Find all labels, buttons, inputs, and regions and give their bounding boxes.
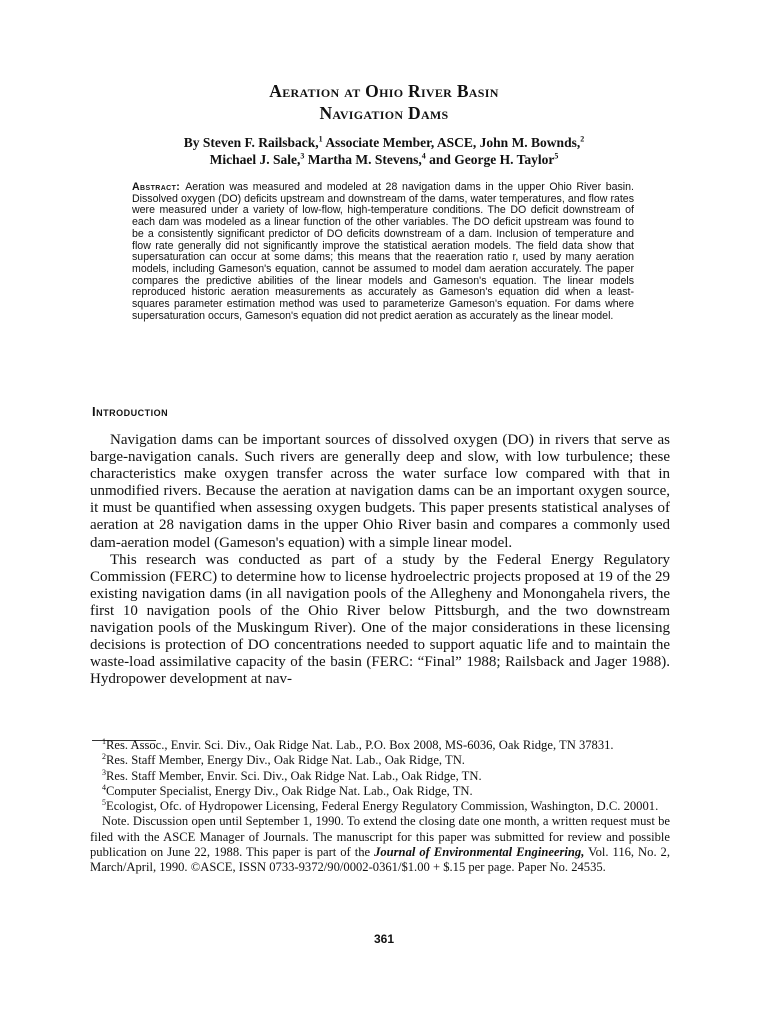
body-text (90, 432, 670, 688)
author-sup-2: 2 (580, 134, 585, 144)
footnote-3-mark: 3 (102, 767, 106, 777)
paper-title (0, 80, 768, 124)
body-paragraph-1: Navigation dams can be important sources of dissolved oxygen (DO) in rivers that serve as barge-navigation canals. Such rivers are generally deep and slow, with low turbulence; these characteristics make oxygen transfer across the water surface low compared with that in unmodified rivers. Because the aeration at navigation dams can be an important oxygen source, it must be quantified when assessing oxygen budgets. This paper presents statistical analyses of aeration at 28 navigation dams in the upper Ohio River basin and compares a commonly used dam-aeration model (Gameson's equation) with a simple linear model. (90, 432, 670, 551)
author-sup-3: 3 (300, 151, 305, 161)
footnote-1 (90, 738, 670, 753)
author-railsback: Steven F. Railsback, (202, 135, 319, 150)
author-line-2 (0, 151, 768, 168)
author-sale: Michael J. Sale, (209, 152, 301, 167)
footnote-1-text: Res. Assoc., Envir. Sci. Div., Oak Ridge Nat. Lab., P.O. Box 2008, MS-6036, Oak Ridge, TN 37831. (106, 738, 614, 752)
footnote-4 (90, 784, 670, 799)
footnote-1-mark: 1 (102, 736, 106, 746)
footnote-4-mark: 4 (102, 782, 106, 792)
author-taylor: and George H. Taylor (429, 152, 555, 167)
body-paragraph-2: This research was conducted as part of a study by the Federal Energy Regulatory Commission (FERC) to determine how to license hydroelectric projects proposed at 19 of the 29 existing navigation dams (in all navigation pools of the Allegheny and Monongahela rivers, the first 10 navigation pools of the Ohio River below Pittsburgh, and the two downstream navigation pools of the Muskingum River). One of the major considerations in these licensing decisions is protection of DO concentrations needed to support aquatic life and to maintain the waste-load assimilative capacity of the basin (FERC: “Final” 1988; Railsback and Jager 1988). Hydropower development at nav- (90, 551, 670, 688)
abstract-text: Aeration was measured and modeled at 28 navigation dams in the upper Ohio River basin. Dissolved oxygen (DO) deficits upstream and downstream of the dams, water temperatures, and flow rates were measured under a variety of low-flow, high-temperature conditions. The DO deficit downstream of each dam was modeled as a linear function of the other variables. The DO deficit upstream was found to be a consistently significant predictor of DO deficits downstream of a dam. Inclusion of temperature and flow rate generally did not significantly improve the statistical aeration models. The field data show that supersaturation can occur at some dams; this means that the reaeration ratio r, used by many aeration models, including Gameson's equation, cannot be assumed to model dam aeration accurately. The paper compares the predictive abilities of the linear models and Gameson's equation. The linear models reproduced historic aeration measurements as accurately as Gameson's equation did when a least-squares parameter estimation method was used to parameterize Gameson's equation. For dams where supersaturation occurs, Gameson's equation did not predict aeration as accurately as the linear model. (132, 181, 634, 322)
author-bownds: Associate Member, ASCE, John M. Bownds, (325, 135, 581, 150)
footnote-5 (90, 799, 670, 814)
editorial-note-text: Note. Discussion open until September 1, 1990. To extend the closing date one month, a written request must be filed with the ASCE Manager of Journals. The manuscript for this paper was submitted for review and possible publication on June 22, 1988. This paper is part of the (90, 814, 670, 860)
journal-name: Journal of Environmental Engineering, (374, 845, 585, 860)
author-stevens: Martha M. Stevens, (307, 152, 422, 167)
abstract (132, 182, 634, 322)
author-sup-1: 1 (318, 134, 323, 144)
footnote-2 (90, 753, 670, 768)
footnote-3 (90, 769, 670, 784)
footnotes (90, 738, 670, 876)
section-heading: Introduction (92, 404, 169, 419)
footnote-3-text: Res. Staff Member, Envir. Sci. Div., Oak Ridge Nat. Lab., Oak Ridge, TN. (106, 768, 482, 783)
author-sup-5: 5 (554, 151, 559, 161)
author-sup-4: 4 (421, 151, 426, 161)
page-number: 361 (373, 932, 395, 946)
author-line-1 (0, 134, 768, 151)
footnote-2-text: Res. Staff Member, Energy Div., Oak Ridge Nat. Lab., Oak Ridge, TN. (106, 753, 465, 768)
footnote-5-text: Ecologist, Ofc. of Hydropower Licensing, Federal Energy Regulatory Commission, Washington, D.C. 20001. (106, 799, 659, 814)
title-line-2: Navigation Dams (319, 103, 449, 123)
author-list (0, 134, 768, 168)
footnote-5-mark: 5 (102, 798, 106, 807)
editorial-note-citation: Vol. 116, No. 2, March/April, 1990. ©ASCE, ISSN 0733-9372/90/0002-0361/$1.00 + $.15 per page. Paper No. 24535. (90, 845, 671, 875)
editorial-note (90, 814, 670, 875)
author-prefix: By (183, 135, 200, 150)
abstract-label: Abstract: (132, 181, 181, 193)
footnote-4-text: Computer Specialist, Energy Div., Oak Ridge Nat. Lab., Oak Ridge, TN. (106, 783, 473, 798)
title-line-1: Aeration at Ohio River Basin (269, 81, 499, 101)
footnote-2-mark: 2 (102, 752, 106, 762)
